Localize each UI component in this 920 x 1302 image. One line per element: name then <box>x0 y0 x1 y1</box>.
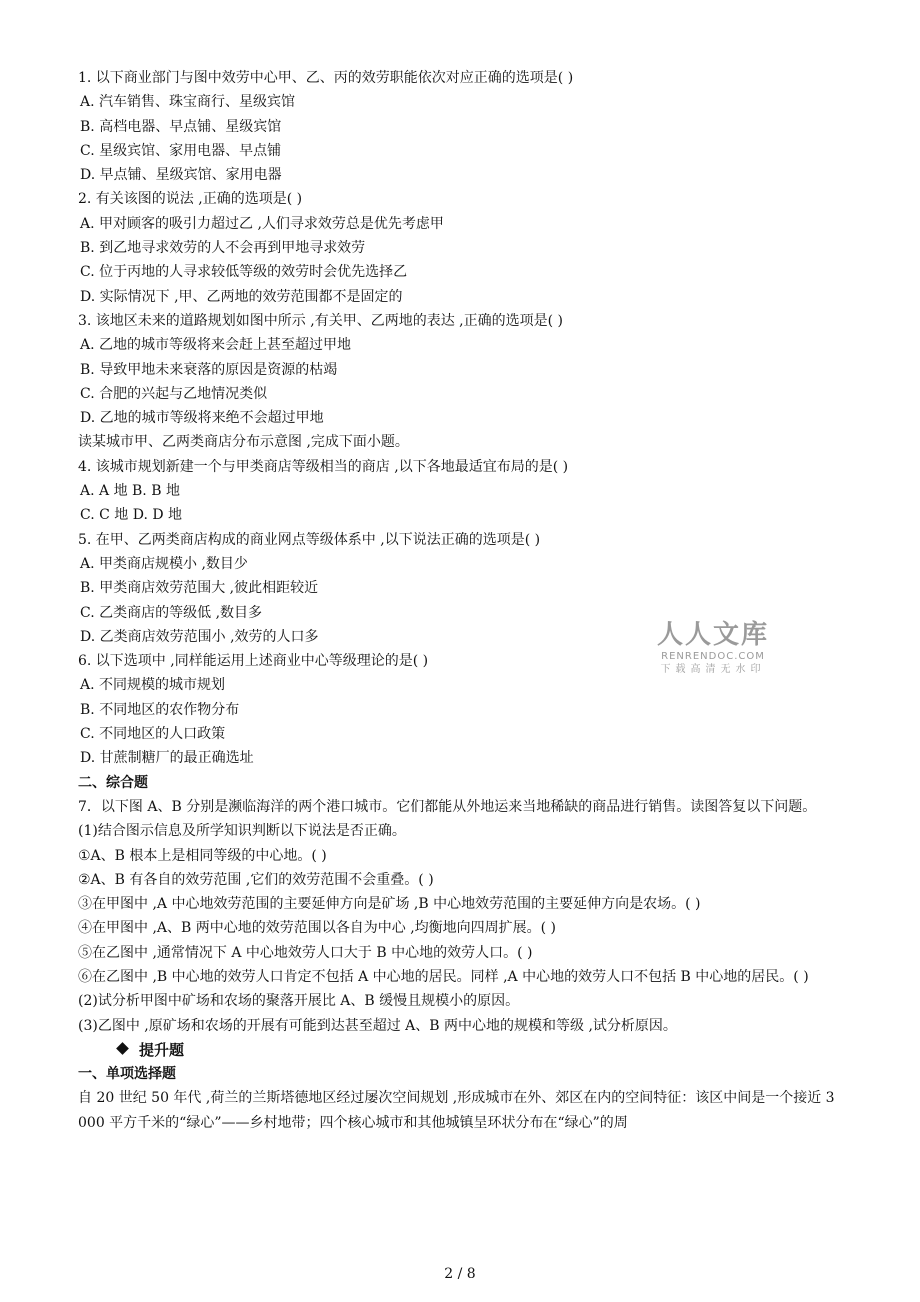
q7-part1-prompt: (1)结合图示信息及所学知识判断以下说法是否正确。 <box>78 823 406 840</box>
section-subheading-single-choice: 一、单项选择题 <box>78 1066 176 1083</box>
q6-stem: 6. 以下选项中 ,同样能运用上述商业中心等级理论的是( ) <box>78 653 429 670</box>
q4-options-cd: C. C 地 D. D 地 <box>80 507 183 524</box>
q2-option-a: A. 甲对顾客的吸引力超过乙 ,人们寻求效劳总是优先考虑甲 <box>80 215 444 232</box>
q7-statement-6: ⑥在乙图中 ,B 中心地的效劳人口肯定不包括 A 中心地的居民。同样 ,A 中心地的效劳人口不包括 B 中心地的居民。( ) <box>78 968 809 985</box>
document-body <box>78 66 858 1135</box>
q5-option-b: B. 甲类商店效劳范围大 ,彼此相距较近 <box>80 580 319 597</box>
q7-part3: (3)乙图中 ,原矿场和农场的开展有可能到达甚至超过 A、B 两中心地的规模和等级 ,试分析原因。 <box>78 1017 677 1034</box>
q7-statement-1: ①A、B 根本上是相同等级的中心地。( ) <box>78 847 327 864</box>
reading-prompt: 读某城市甲、乙两类商店分布示意图 ,完成下面小题。 <box>78 434 409 451</box>
q5-stem: 5. 在甲、乙两类商店构成的商业网点等级体系中 ,以下说法正确的选项是( ) <box>78 531 541 548</box>
q7-statement-2: ②A、B 有各自的效劳范围 ,它们的效劳范围不会重叠。( ) <box>78 871 434 888</box>
q7-statement-5: ⑤在乙图中 ,通常情况下 A 中心地效劳人口大于 B 中心地的效劳人口。( ) <box>78 944 533 961</box>
q1-stem: 1. 以下商业部门与图中效劳中心甲、乙、丙的效劳职能依次对应正确的选项是( ) <box>78 70 574 86</box>
q3-option-a: A. 乙地的城市等级将来会赶上甚至超过甲地 <box>80 337 352 354</box>
q4-stem: 4. 该城市规划新建一个与甲类商店等级相当的商店 ,以下各地最适宜布局的是( ) <box>78 458 569 475</box>
q7-part2: (2)试分析甲图中矿场和农场的聚落开展比 A、B 缓慢且规模小的原因。 <box>78 993 520 1010</box>
q7-statement-3: ③在甲图中 ,A 中心地效劳范围的主要延伸方向是矿场 ,B 中心地效劳范围的主要延伸方向是农场。( ) <box>78 896 701 913</box>
q1-option-b: B. 高档电器、早点铺、星级宾馆 <box>80 118 282 135</box>
final-paragraph: 自 20 世纪 50 年代 ,荷兰的兰斯塔德地区经过屡次空间规划 ,形成城市在外、郊区在内的空间特征：该区中间是一个接近 3 000 平方千米的“绿心”——乡村地带；四个核心城市和其他城镇呈环状分布在“绿心”的周 <box>78 1090 835 1131</box>
section-heading-advanced <box>78 1038 858 1062</box>
diamond-bullet-icon <box>116 1042 129 1055</box>
q2-option-d: D. 实际情况下 ,甲、乙两地的效劳范围都不是固定的 <box>80 288 403 305</box>
q7-statement-4: ④在甲图中 ,A、B 两中心地的效劳范围以各自为中心 ,均衡地向四周扩展。( ) <box>78 920 557 937</box>
q6-option-c: C. 不同地区的人口政策 <box>80 726 226 743</box>
q3-option-d: D. 乙地的城市等级将来绝不会超过甲地 <box>80 410 324 427</box>
q6-option-d: D. 甘蔗制糖厂的最正确选址 <box>80 750 254 767</box>
q1-option-a: A. 汽车销售、珠宝商行、星级宾馆 <box>80 94 296 111</box>
watermark-site: RENRENDOC.COM <box>661 651 765 662</box>
q6-option-a: A. 不同规模的城市规划 <box>80 677 226 694</box>
q3-stem: 3. 该地区未来的道路规划如图中所示 ,有关甲、乙两地的表达 ,正确的选项是( ) <box>78 312 563 329</box>
watermark-title: 人人文库 <box>656 620 769 650</box>
q2-stem: 2. 有关该图的说法 ,正确的选项是( ) <box>78 191 303 208</box>
q3-option-c: C. 合肥的兴起与乙地情况类似 <box>80 385 268 402</box>
watermark-tagline: 下载高清无水印 <box>660 664 766 675</box>
q5-option-a: A. 甲类商店规模小 ,数目少 <box>80 555 248 572</box>
q7-intro: 7．以下图 A、B 分别是濒临海洋的两个港口城市。它们都能从外地运来当地稀缺的商品进行销售。读图答复以下问题。 <box>78 798 817 815</box>
q1-option-c: C. 星级宾馆、家用电器、早点铺 <box>80 142 282 159</box>
q3-option-b: B. 导致甲地未来衰落的原因是资源的枯竭 <box>80 361 338 378</box>
advanced-heading-text: 提升题 <box>139 1040 185 1059</box>
watermark <box>648 620 778 677</box>
q4-options-ab: A. A 地 B. B 地 <box>80 483 180 500</box>
q5-option-d: D. 乙类商店效劳范围小 ,效劳的人口多 <box>80 628 319 645</box>
q2-option-b: B. 到乙地寻求效劳的人不会再到甲地寻求效劳 <box>80 240 366 257</box>
page-number: 2 / 8 <box>444 1266 476 1282</box>
section-heading-comprehensive: 二、综合题 <box>78 774 148 791</box>
q2-option-c: C. 位于丙地的人寻求较低等级的效劳时会优先选择乙 <box>80 264 408 281</box>
q5-option-c: C. 乙类商店的等级低 ,数目多 <box>80 604 263 621</box>
q1-option-d: D. 早点铺、星级宾馆、家用电器 <box>80 167 282 184</box>
q6-option-b: B. 不同地区的农作物分布 <box>80 701 240 718</box>
